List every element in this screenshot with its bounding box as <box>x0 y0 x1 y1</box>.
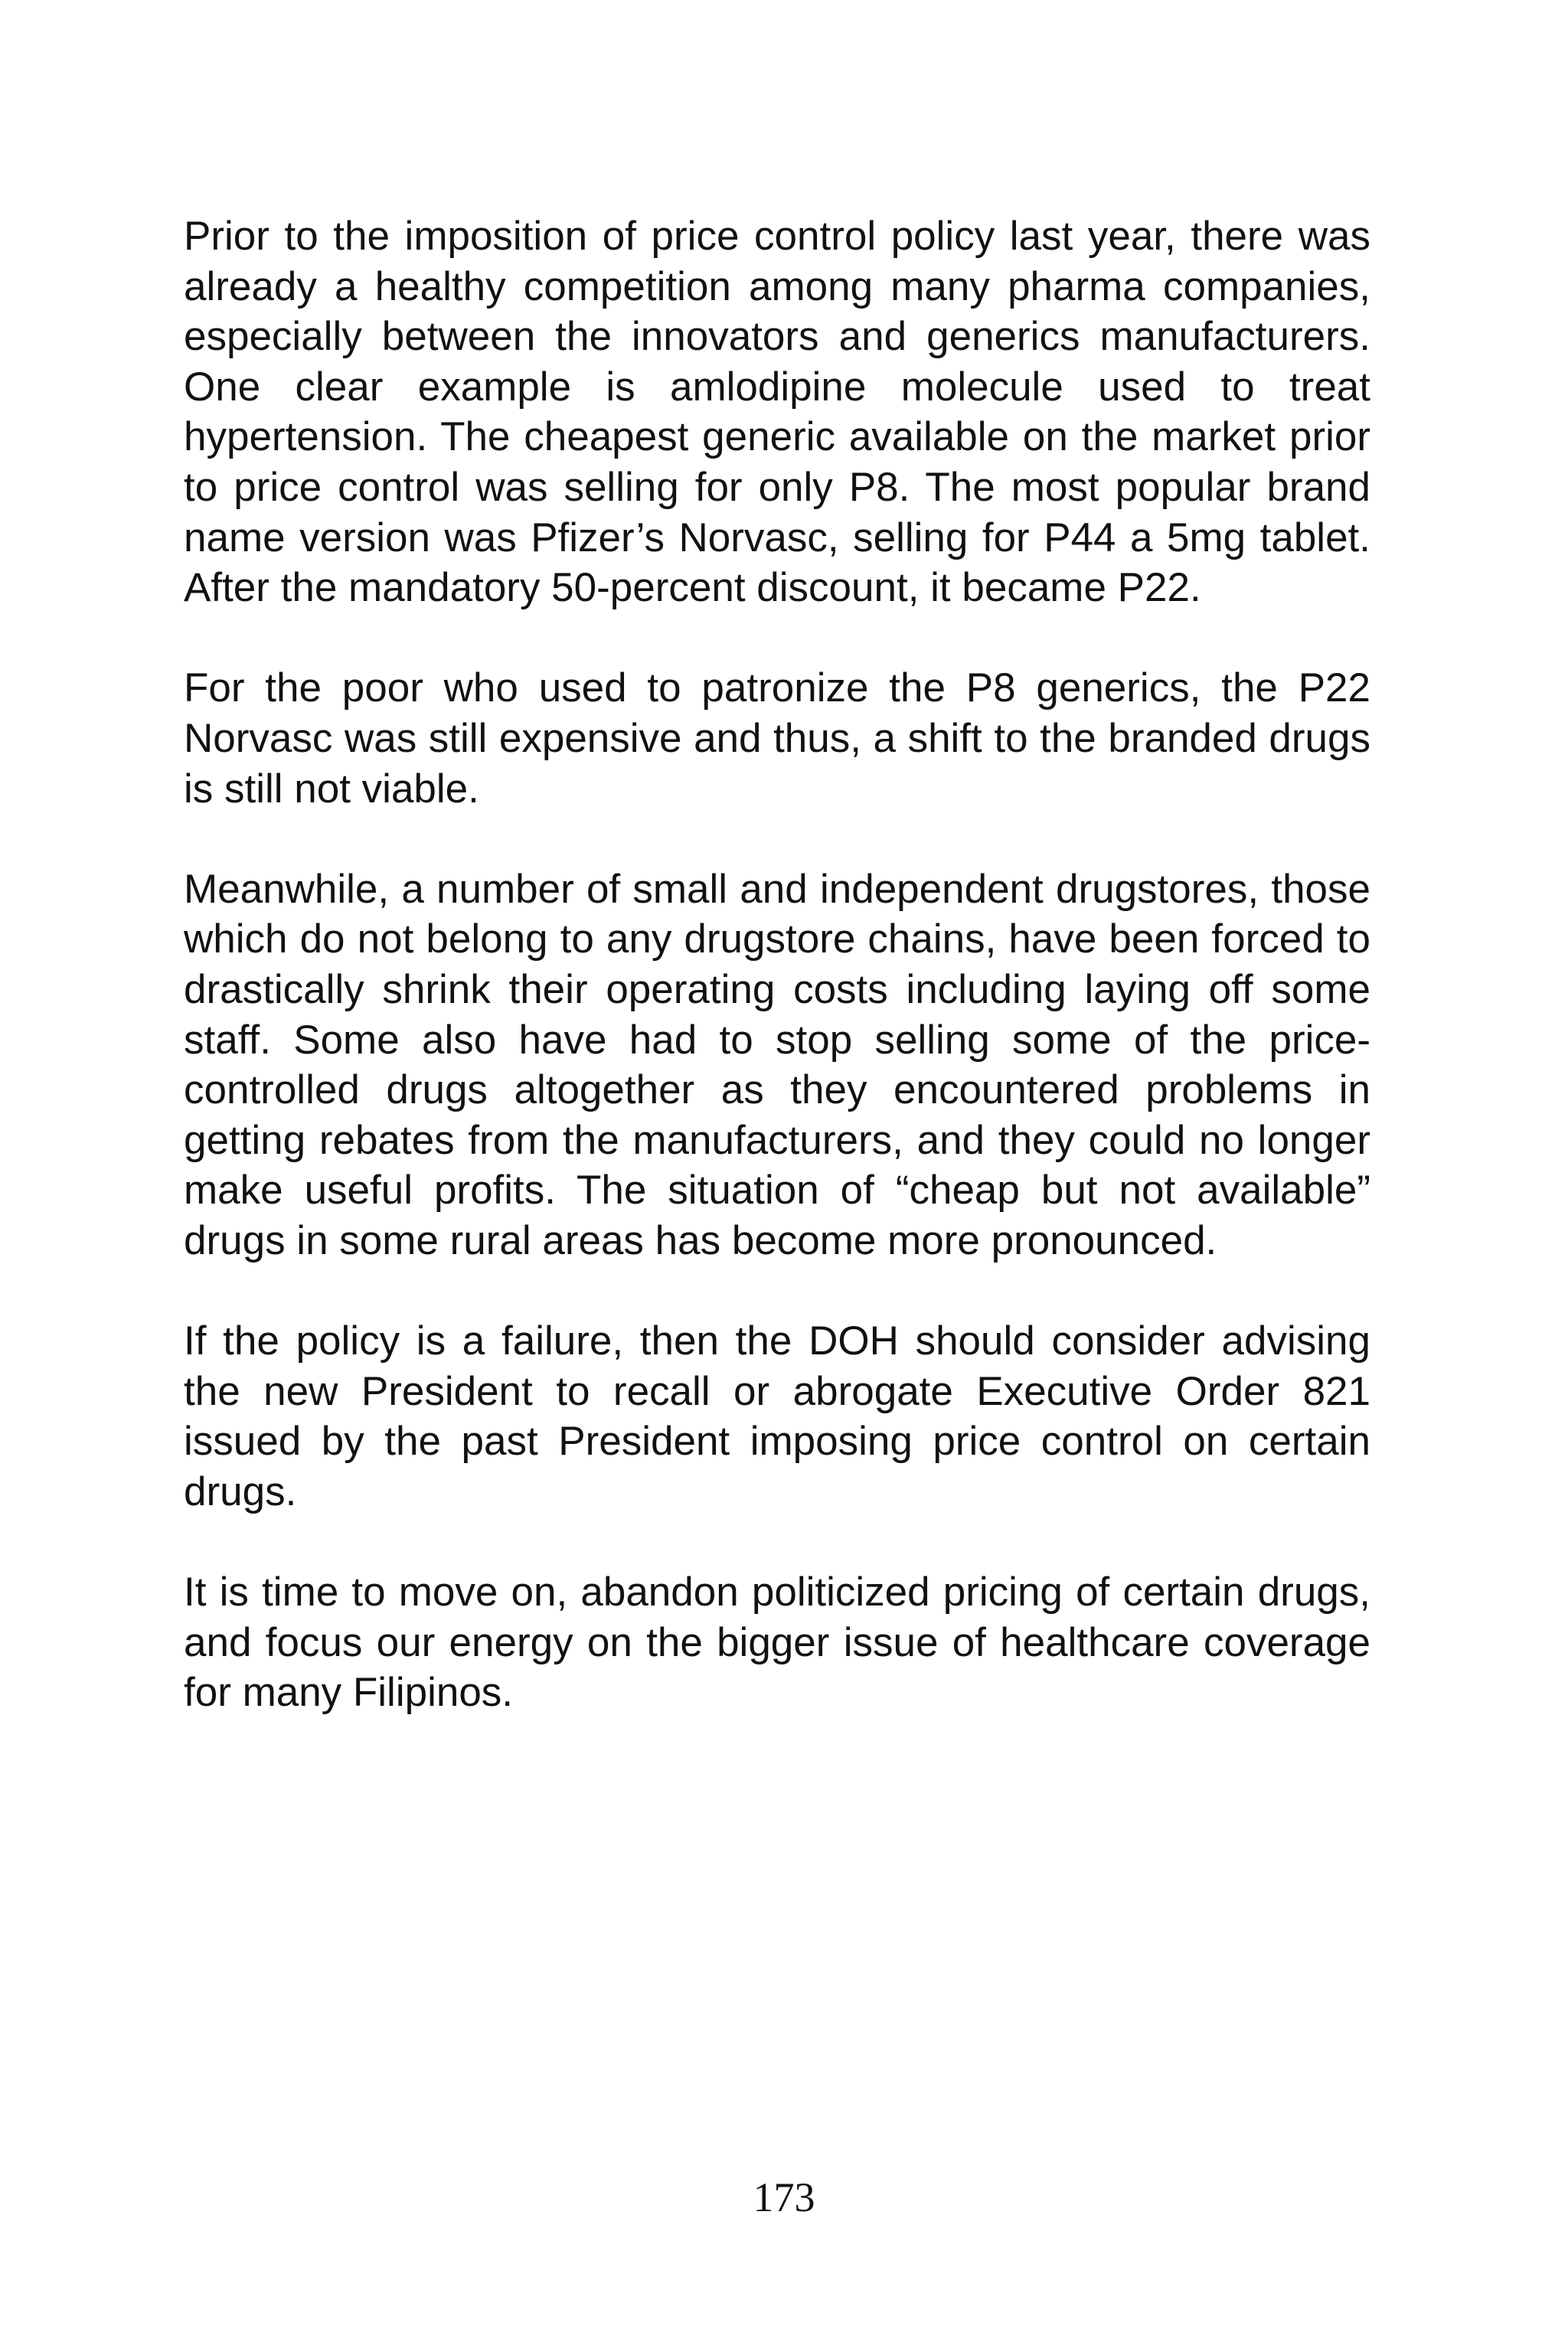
paragraph-price-control-background: Prior to the imposition of price control policy last year, there was already a healthy competition among many pharma companies, especially between the innovators and generics manufacturers. One clear example is amlodipine molecule used to treat hypertension. The cheapest generic available on the market prior to price control was selling for only P8. The most popular brand name version was Pfizer’s Norvasc, selling for P44 a 5mg tablet. After the mandatory 50-percent discount, it became P22. <box>184 214 1370 611</box>
paragraph-generics-affordability: For the poor who used to patronize the P8 generics, the P22 Norvasc was still expensive and thus, a shift to the branded drugs is still not viable. <box>184 665 1370 812</box>
body-text <box>184 211 1370 1718</box>
paragraph-drugstores-impact: Meanwhile, a number of small and independent drugstores, those which do not belong to any drugstore chains, have been forced to drastically shrink their operating costs including laying off some staff. Some also have had to stop selling some of the price-controlled drugs altogether as they encountered problems in getting rebates from the manufacturers, and they could no longer make useful profits. The situation of “cheap but not available” drugs in some rural areas has become more pronounced. <box>184 866 1370 1263</box>
paragraph-conclusion: It is time to move on, abandon politicized pricing of certain drugs, and focus our energy on the bigger issue of healthcare coverage for many Filipinos. <box>184 1570 1370 1716</box>
paragraph-policy-recommendation: If the policy is a failure, then the DOH should consider advising the new President to recall or abrogate Executive Order 821 issued by the past President imposing price control on certain drugs. <box>184 1318 1370 1514</box>
page-number: 173 <box>753 2174 815 2220</box>
